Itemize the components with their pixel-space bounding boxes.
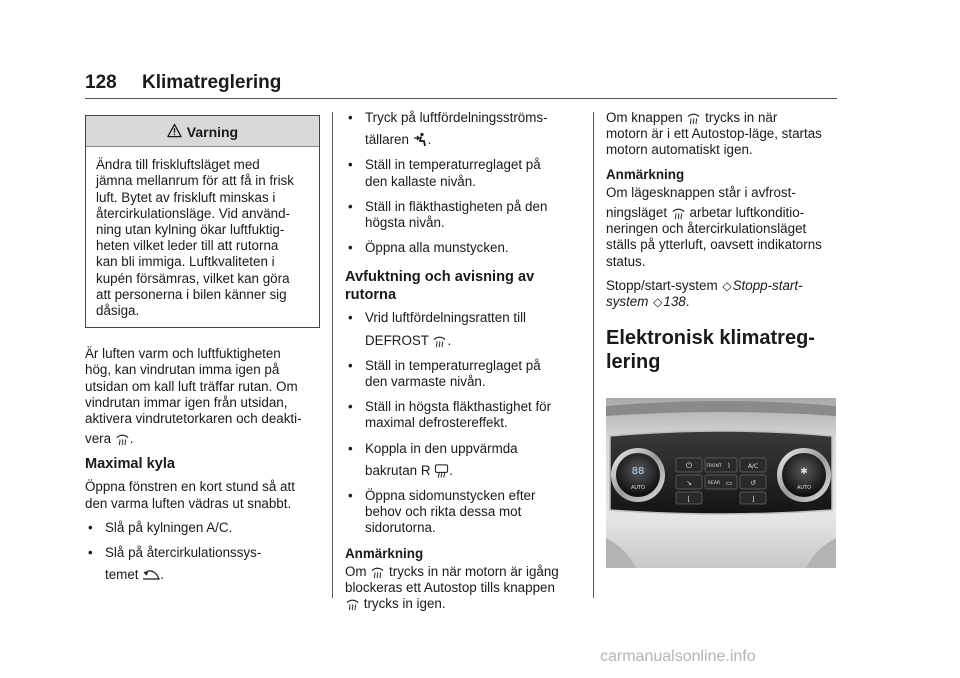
column-middle (345, 110, 590, 612)
list-item: • Ställ in fläkthastigheten på den högsta nivån. (348, 198, 548, 231)
power-icon: ⏻ (685, 461, 693, 470)
warning-triangle-icon (167, 123, 183, 139)
section-heading-electronic-climate: Elektronisk klimatreg- lering (606, 327, 815, 374)
list-item: • Ställ in temperaturreglaget på den varmaste nivån. (348, 357, 541, 390)
column-left (85, 110, 320, 592)
seat-heat-icon: ⌊ (687, 495, 691, 503)
bullet-dot-icon: • (348, 310, 353, 326)
page-header (85, 70, 837, 100)
bullet-list-cooling (345, 110, 590, 256)
text-line: heten vilket leder till att rutorna (96, 238, 279, 254)
svg-text:A/C: A/C (747, 463, 759, 470)
rear-window-defrost-icon: ▭ (725, 479, 733, 487)
note-body: Om trycks in när motorn är igång blockeras ett Autostop tills knappen trycks in igen. (345, 563, 559, 612)
page-reference[interactable]: 138 (663, 294, 686, 310)
cross-reference-link[interactable]: system (606, 294, 649, 310)
defrost-icon (686, 110, 701, 125)
bullet-dot-icon: • (348, 198, 353, 214)
paragraph-window-fog: Är luften varm och luftfuktigheten hög, kan vindrutan imma igen på utsidan om kall luft träffar rutan. Om vindrutan immar igen från utsidan, aktivera vindrutetorkaren och deakti- vera . (85, 346, 302, 447)
list-item: • Ställ in högsta fläkthastighet för maximal defrostereffekt. (348, 399, 552, 431)
note-title: Anmärkning (606, 166, 685, 182)
cross-reference: Stopp/start-system ◇Stopp-start- system ◇138. (606, 277, 803, 310)
list-item: • Öppna alla munstycken. (348, 240, 509, 256)
page-number: 128 (85, 72, 117, 93)
recirculation-icon (142, 567, 160, 582)
warning-body (86, 147, 319, 327)
column-divider (332, 112, 333, 598)
text-line: ning utan kylning ökar luftfuktig- (96, 222, 285, 238)
bullet-dot-icon: • (348, 488, 353, 504)
text-line: luft. Bytet av friskluft minskas i (96, 189, 276, 205)
fan-icon: ✱ (800, 467, 808, 477)
defrost-icon (671, 205, 686, 220)
cross-reference-icon: ◇ (653, 295, 663, 310)
note-title: Anmärkning (345, 545, 424, 561)
section-heading-defrost: Avfuktning och avisning av rutorna (345, 269, 535, 304)
airflow-face-icon (413, 132, 428, 147)
recirculation-icon: ↺ (750, 479, 756, 487)
column-divider (593, 112, 594, 598)
bullet-dot-icon: • (348, 357, 353, 373)
watermark: carmanualsonline.info (600, 648, 756, 665)
text-line: Ändra till friskluftsläget med (96, 157, 260, 173)
warning-title: Varning (186, 124, 239, 140)
list-item: • Ställ in temperaturreglaget på den kallaste nivån. (348, 157, 541, 189)
svg-text:FRONT: FRONT (706, 464, 722, 469)
auto-label-left: AUTO (630, 485, 646, 491)
warning-header (86, 116, 319, 147)
defrost-icon (432, 333, 447, 348)
list-item: • Slå på kylningen A/C. (88, 519, 233, 535)
page-title: Klimatreglering (142, 72, 282, 93)
column-right (606, 110, 841, 384)
defrost-icon: ⌇ (727, 462, 731, 470)
bullet-list-defrost (345, 310, 590, 536)
bullet-dot-icon: • (348, 440, 353, 456)
seat-heat-icon: ⌋ (751, 495, 755, 503)
bullet-dot-icon: • (348, 110, 353, 125)
climate-panel-photo (606, 398, 836, 568)
svg-text:REAR: REAR (707, 481, 721, 486)
list-item: • Koppla in den uppvärmda bakrutan R . (348, 440, 518, 478)
paragraph-autostop: Om knappen trycks in när motorn är i ett Autostop-läge, startas motorn automatiskt igen. (606, 110, 822, 158)
list-item: • Vrid luftfördelningsratten till DEFROST . (348, 310, 527, 348)
bullet-dot-icon: • (348, 240, 353, 256)
section-heading-max-cooling: Maximal kyla (85, 456, 176, 473)
list-item: • Tryck på luftfördelningsströms- tällaren . (348, 110, 548, 148)
paragraph-open-windows: Öppna fönstren en kort stund så att den varma luften vädras ut snabbt. (85, 479, 295, 511)
defrost-icon (345, 596, 360, 611)
header-rule (85, 98, 837, 99)
bullet-dot-icon: • (88, 519, 93, 535)
airflow-icon: ↘ (686, 479, 692, 487)
cross-reference-link[interactable]: Stopp-start- (732, 277, 803, 293)
text-line: att personerna i bilen känner sig (96, 286, 287, 302)
warning-box (85, 115, 320, 328)
text-line: återcirkulationsläge. Vid använd- (96, 205, 291, 221)
list-item: • Slå på återcirkulationssys- temet . (88, 545, 262, 583)
text-line: jämna mellanrum för att få in frisk (96, 173, 294, 189)
cross-reference-icon: ◇ (722, 278, 732, 293)
text-line: kupén försämras, vilket kan göra (96, 270, 290, 286)
text-line: kan bli immiga. Luftkvaliteten i (96, 254, 275, 270)
bullet-dot-icon: • (88, 545, 93, 561)
defrost-icon (115, 431, 130, 446)
bullet-dot-icon: • (348, 399, 353, 415)
rear-window-defrost-icon (434, 463, 449, 478)
temperature-display-left: 88 (631, 466, 645, 477)
defrost-icon (370, 564, 385, 579)
text-line: dåsiga. (96, 303, 140, 319)
auto-label-right: AUTO (796, 485, 812, 491)
list-item: • Öppna sidomunstycken efter behov och rikta dessa mot sidorutorna. (348, 488, 536, 536)
note-body: Om lägesknappen står i avfrost- ningsläget arbetar luftkonditio- neringen och återcirkulationsläget ställs på ytterluft, oavsett indikatorns status. (606, 184, 822, 269)
bullet-list-max-cooling (85, 520, 320, 584)
bullet-dot-icon: • (348, 157, 353, 173)
